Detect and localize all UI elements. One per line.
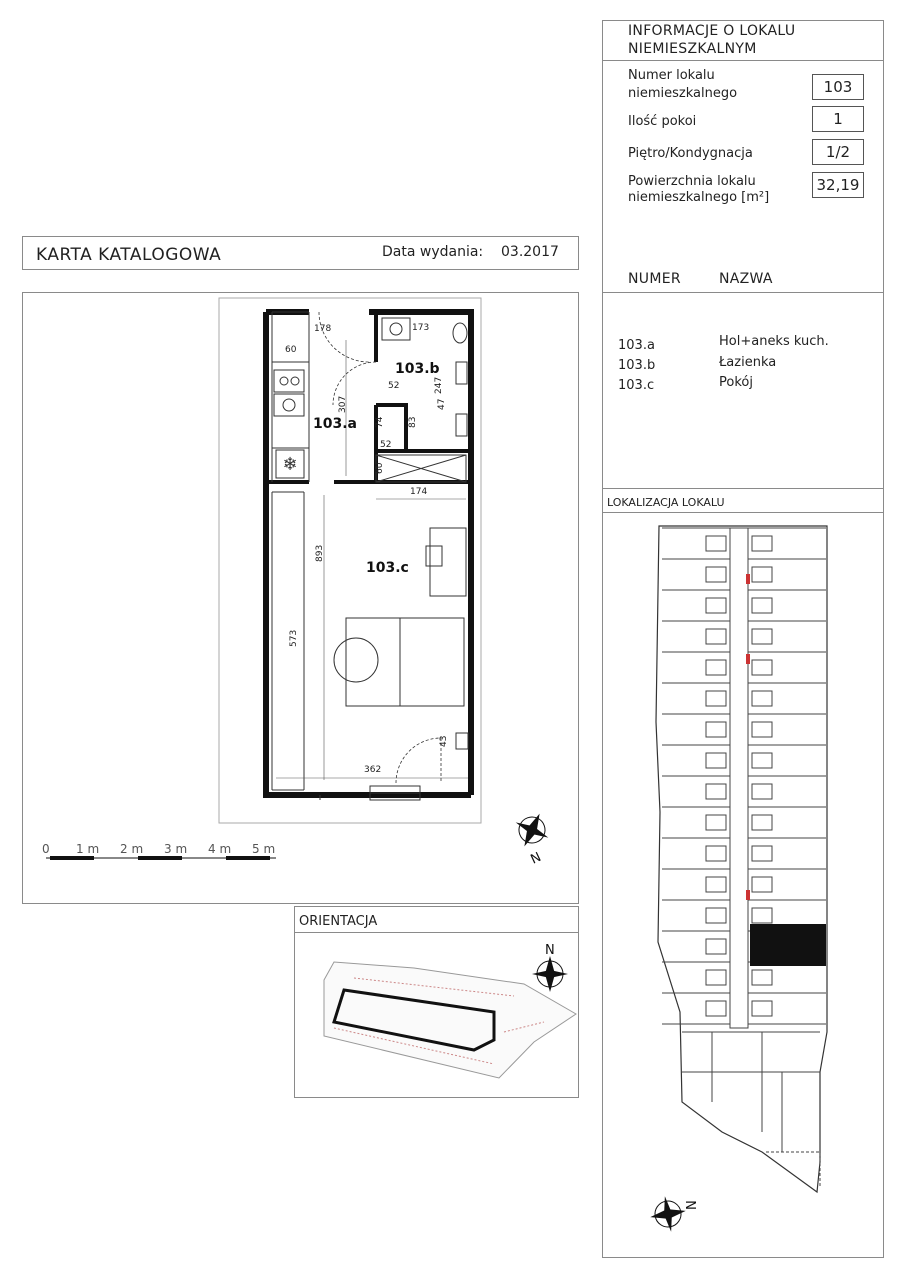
orientation-compass-icon xyxy=(532,956,568,992)
location-building-plan xyxy=(602,512,884,1258)
dim-label: 247 xyxy=(434,376,444,394)
col-name-header: NAZWA xyxy=(719,271,773,287)
dim-label: 83 xyxy=(408,416,418,428)
info-heading-line1: INFORMACJE O LOKALU xyxy=(628,23,796,39)
floor-label: Piętro/Kondygnacja xyxy=(628,146,753,161)
dim-label: 52 xyxy=(380,440,392,450)
room-row-name: Łazienka xyxy=(719,355,777,370)
scale-label: 5 m xyxy=(252,842,276,856)
floor-plan-drawing xyxy=(0,0,600,910)
dim-label: 178 xyxy=(314,324,332,334)
dim-label: 307 xyxy=(338,395,348,413)
unit-number-value: 103 xyxy=(812,74,864,100)
location-divider xyxy=(602,488,884,489)
room-count-value: 1 xyxy=(812,106,864,132)
area-label-2: niemieszkalnego [m²] xyxy=(628,190,770,205)
dim-label: 60 xyxy=(375,462,385,474)
room-label-103a: 103.a xyxy=(313,416,357,432)
door-swings xyxy=(319,312,441,783)
scale-label: 0 xyxy=(42,842,50,856)
dim-label: 47 xyxy=(437,398,447,410)
location-north-label: N xyxy=(685,1200,700,1210)
issue-date-label: Data wydania: xyxy=(382,244,484,260)
location-title: LOKALIZACJA LOKALU xyxy=(607,496,725,509)
bathroom-fixtures xyxy=(382,318,467,436)
dim-label: 60 xyxy=(285,345,297,355)
dim-label: 74 xyxy=(375,416,385,428)
location-compass-icon xyxy=(647,1193,689,1235)
room-row-name: Hol+aneks kuch. xyxy=(719,334,829,349)
table-divider xyxy=(602,292,884,293)
scale-bar xyxy=(46,856,276,860)
scale-label: 2 m xyxy=(120,842,144,856)
unit-number-label: Numer lokalu xyxy=(628,68,715,83)
dim-label: 893 xyxy=(315,544,325,562)
compass-icon xyxy=(508,806,556,854)
highlighted-unit xyxy=(750,924,826,966)
scale-label: 4 m xyxy=(208,842,232,856)
area-label: Powierzchnia lokalu xyxy=(628,174,756,189)
dim-label: 573 xyxy=(289,629,299,647)
room-row-number: 103.a xyxy=(618,338,655,353)
area-value: 32,19 xyxy=(812,172,864,198)
scale-label: 1 m xyxy=(76,842,100,856)
room-label-103c: 103.c xyxy=(366,560,409,576)
dim-label: 173 xyxy=(412,323,430,333)
info-heading-line2: NIEMIESZKALNYM xyxy=(628,41,757,57)
orientation-title: ORIENTACJA xyxy=(299,914,378,929)
orientation-north-label: N xyxy=(545,943,555,958)
info-divider xyxy=(602,60,884,61)
dim-label: 362 xyxy=(364,765,382,775)
dim-label: 52 xyxy=(388,381,400,391)
fridge-icon: ❄ xyxy=(282,454,298,475)
room-row-number: 103.b xyxy=(618,358,656,373)
room-row-name: Pokój xyxy=(719,375,753,390)
north-label: N xyxy=(528,849,544,868)
orientation-site-plan xyxy=(294,932,579,1098)
floor-value: 1/2 xyxy=(812,139,864,165)
dim-label: 43 xyxy=(439,735,449,747)
dim-label: 174 xyxy=(410,487,428,497)
page-title: KARTA KATALOGOWA xyxy=(36,245,222,265)
unit-number-label-2: niemieszkalnego xyxy=(628,86,738,101)
col-number-header: NUMER xyxy=(628,271,681,287)
issue-date-value: 03.2017 xyxy=(501,244,559,260)
room-count-label: Ilość pokoi xyxy=(628,114,697,129)
scale-label: 3 m xyxy=(164,842,188,856)
room-row-number: 103.c xyxy=(618,378,655,393)
room-label-103b: 103.b xyxy=(395,361,440,377)
